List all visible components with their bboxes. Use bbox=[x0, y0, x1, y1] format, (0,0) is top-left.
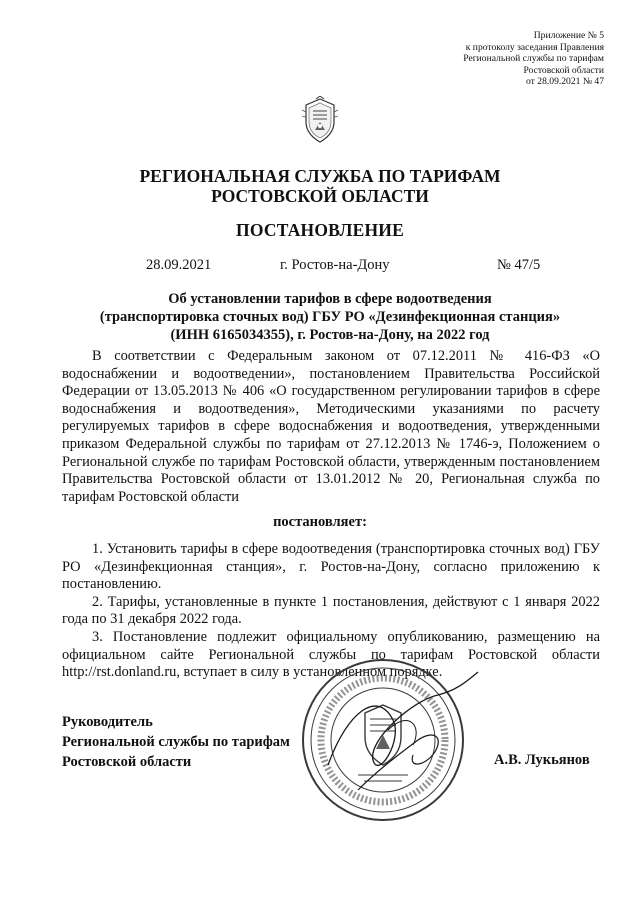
organization-line: РЕГИОНАЛЬНАЯ СЛУЖБА ПО ТАРИФАМ bbox=[139, 166, 501, 186]
appendix-line: к протоколу заседания Правления bbox=[465, 41, 604, 53]
subject-line: (транспортировка сточных вод) ГБУ РО «Дезинфекционная станция» bbox=[99, 309, 561, 325]
appendix-note bbox=[344, 30, 604, 88]
handwritten-signature bbox=[318, 670, 488, 810]
document-subject bbox=[60, 290, 600, 344]
preamble bbox=[62, 348, 600, 506]
signatory-name: А.В. Лукьянов bbox=[494, 752, 590, 768]
coat-of-arms-icon bbox=[301, 96, 339, 144]
appendix-line: от 28.09.2021 № 47 bbox=[526, 76, 604, 88]
decree-word: постановляет: bbox=[273, 514, 367, 530]
appendix-line: Приложение № 5 bbox=[533, 30, 604, 41]
document-date: 28.09.2021 bbox=[146, 257, 212, 273]
signatory-line: Ростовской области bbox=[62, 754, 192, 770]
preamble-paragraph: В соответствии с Федеральным законом от 07.12.2011 № 416-ФЗ «О водоснабжении и водоотведении», постановлением Правительства Российской Федерации от 13.05.2013 № 406 «О государственном регулировании тарифов в сфере водоснабжения и водоотведения», Методическими указаниями по расчету регулируемых тарифов в сфере водоснабжения и водоотведения, утвержденными приказом Федеральной службы по тарифам от 27.12.2013 № 1746-э, Положением о Региональной службе по тарифам Ростовской области, утвержденным постановлением Правительства Ростовской области от 13.01.2012 № 20, Региональная служба по тарифам Ростовской области bbox=[62, 348, 600, 505]
document-number: № 47/5 bbox=[497, 257, 541, 273]
signatory-line: Региональной службы по тарифам bbox=[62, 734, 290, 750]
subject-line: (ИНН 6165034355), г. Ростов-на-Дону, на 2022 год bbox=[170, 327, 490, 343]
appendix-line: Ростовской области bbox=[523, 64, 604, 76]
organization-line: РОСТОВСКОЙ ОБЛАСТИ bbox=[211, 186, 429, 206]
decree-item: 1. Установить тарифы в сфере водоотведения (транспортировка сточных вод) ГБУ РО «Дезинфекционная станция», г. Ростов-на-Дону, согласно приложению к постановлению. bbox=[62, 541, 600, 593]
subject-line: Об установлении тарифов в сфере водоотведения bbox=[168, 291, 492, 307]
decree-item: 3. Постановление подлежит официальному опубликованию, размещению на официальном сайте Региональной службы по тарифам Ростовской области http://rst.donland.ru, вступает в силу в установленном порядке. bbox=[62, 628, 600, 681]
organization-title bbox=[0, 166, 640, 206]
document-type: ПОСТАНОВЛЕНИЕ bbox=[236, 220, 404, 240]
appendix-line: Региональной службы по тарифам bbox=[463, 53, 604, 65]
signatory-position bbox=[62, 712, 290, 772]
signatory-line: Руководитель bbox=[62, 714, 153, 730]
decree-item: 2. Тарифы, установленные в пункте 1 постановления, действуют с 1 января 2022 года по 31 декабря 2022 года. bbox=[62, 593, 600, 628]
document-city: г. Ростов-на-Дону bbox=[280, 257, 390, 273]
